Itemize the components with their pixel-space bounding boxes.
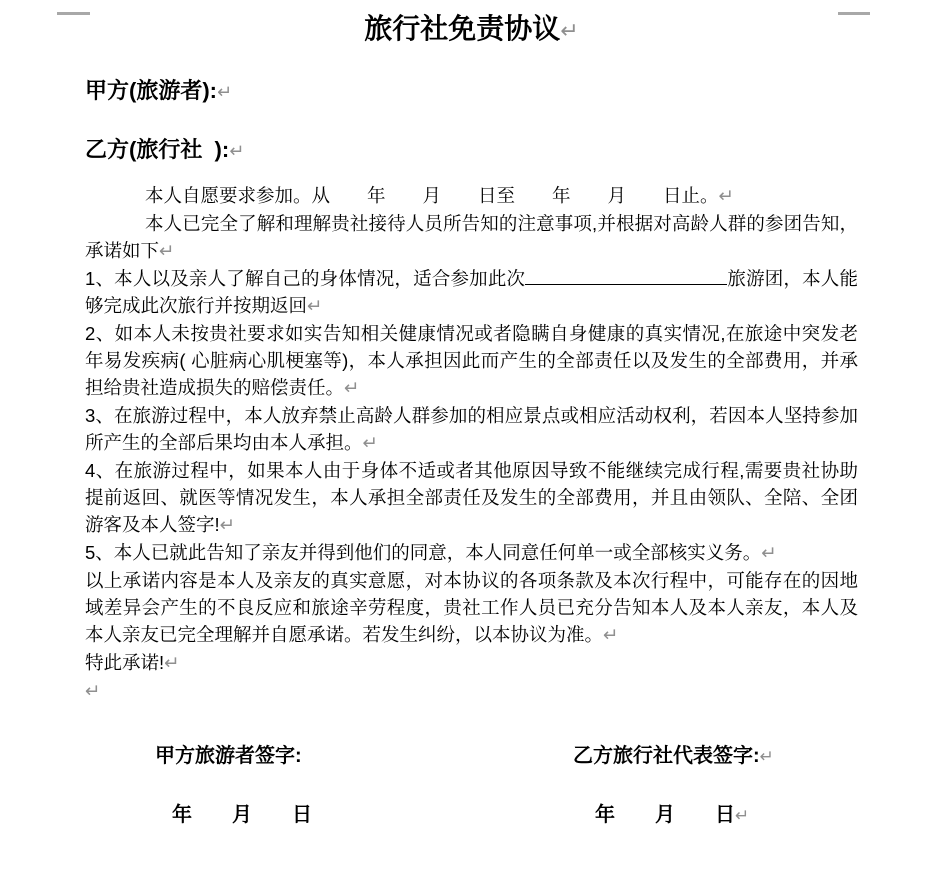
paragraph-text: 特此承诺! [85,652,165,673]
fill-in-blank-line[interactable] [525,266,727,285]
paragraph-text: 以上承诺内容是本人及亲友的真实意愿，对本协议的各项条款及本次行程中，可能存在的因地域差异会产生的不良反应和旅途辛劳程度，贵社工作人员已充分告知本人及本人亲友，本人及本人亲友已完全理解并自愿承诺。若发生纠纷，以本协议为准。 [85,570,858,645]
paragraph-mark-icon: ↵ [219,515,236,536]
paragraph [85,402,858,457]
document-body [0,12,943,826]
party-b-heading-text: 乙方(旅行社 ): [85,137,230,162]
paragraph-mark-icon: ↵ [761,543,777,564]
paragraph-mark-icon: ↵ [718,186,735,207]
paragraph-text: 本人自愿要求参加。从 年 月 日至 年 月 日止。 [145,185,719,206]
paragraph-text: 5、本人已就此告知了亲友并得到他们的同意，本人同意任何单一或全部核实义务。 [85,542,762,563]
paragraph-mark-icon: ↵ [362,433,379,454]
paragraph-mark-icon: ↵ [603,625,619,646]
paragraph-mark-icon: ↵ [560,19,579,44]
paragraph [85,320,858,402]
paragraph-text: 1、本人以及亲人了解自己的身体情况，适合参加此次 [85,268,526,289]
signature-label-row [85,739,858,767]
paragraph-text: 3、在旅游过程中，本人放弃禁止高龄人群参加的相应景点或相应活动权利，若因本人坚持参加所产生的全部后果均由本人承担。 [85,405,858,453]
party-a-heading-text: 甲方(旅游者): [85,78,217,103]
paragraph-mark-icon: ↵ [164,653,180,674]
paragraph-mark-icon: ↵ [735,806,750,826]
party-a-heading [85,78,858,105]
paragraph-mark-icon: ↵ [229,141,245,162]
paragraph-text: 本人已完全了解和理解贵社接待人员所告知的注意事项,并根据对高龄人群的参团告知，承诺如下 [85,213,858,261]
party-b-date-line [595,798,749,827]
paragraph [85,677,858,705]
document-title [85,12,858,49]
paragraph-mark-icon: ↵ [159,241,175,262]
paragraph [85,182,858,210]
paragraph [85,210,858,265]
signature-date-row [85,798,858,826]
party-a-date-line: 年 月 日 [172,804,312,826]
paragraph [85,567,858,649]
party-b-heading [85,137,858,164]
agreement-paragraphs [85,182,858,705]
paragraph-mark-icon: ↵ [216,82,233,103]
paragraph-mark-icon: ↵ [759,747,774,767]
party-a-signature-label: 甲方旅游者签字: [155,745,302,767]
paragraph-text: 2、如本人未按贵社要求如实告知相关健康情况或者隐瞒自身健康的真实情况,在旅途中突发老年易发疾病( 心脏病心肌梗塞等)，本人承担因此而产生的全部责任以及发生的全部费用，并承担给贵社造成损失的赔偿责任。 [85,323,858,398]
party-b-signature-label [573,739,774,768]
paragraph-text: 4、在旅游过程中，如果本人由于身体不适或者其他原因导致不能继续完成行程,需要贵社协助提前返回、就医等情况发生，本人承担全部责任及发生的全部费用，并且由领队、全陪、全团游客及本人签字! [85,460,858,535]
paragraph [85,457,858,539]
paragraph-mark-icon: ↵ [307,296,323,317]
document-page [0,12,943,831]
ruler-margin-mark-right [838,12,870,15]
ruler-margin-mark-left [57,12,90,15]
paragraph [85,539,858,567]
paragraph [85,265,858,320]
paragraph [85,649,858,677]
paragraph-text: 旅游团，本人能够完成此次旅行并按期返回 [85,268,858,316]
document-title-text: 旅行社免责协议 [364,13,561,44]
paragraph-mark-icon: ↵ [85,681,101,702]
party-b-signature-label-text: 乙方旅行社代表签字: [573,745,760,767]
party-b-date-line-text: 年 月 日 [595,804,735,826]
paragraph-mark-icon: ↵ [344,378,360,399]
